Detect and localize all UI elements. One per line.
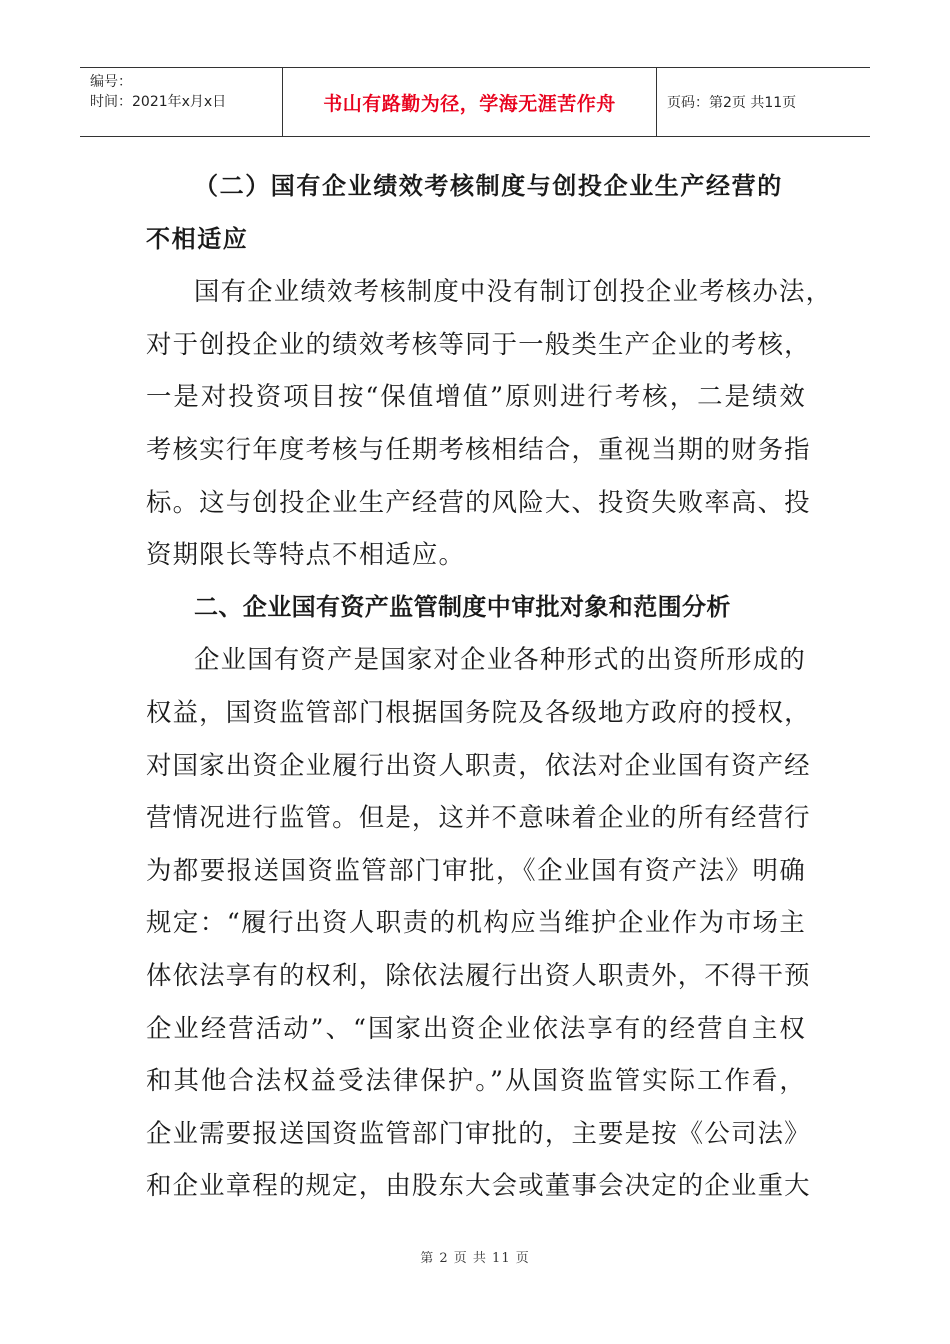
page-header (80, 67, 870, 137)
subsection-heading-line-1: （二）国有企业绩效考核制度与创投企业生产经营的 (194, 172, 783, 200)
section-heading: 二、企业国有资产监管制度中审批对象和范围分析 (194, 592, 731, 621)
paragraph-line: 和企业章程的规定，由股东大会或董事会决定的企业重大 (146, 1170, 811, 1201)
paragraph-line: 和其他合法权益受法律保护。”从国资监管实际工作看， (146, 1065, 806, 1096)
document-date: 时间：2021年x月x日 (90, 94, 227, 110)
paragraph-line: 企业经营活动”、“国家出资企业依法享有的经营自主权 (146, 1012, 806, 1043)
document-code-label: 编号： (90, 74, 132, 90)
paragraph-line: 体依法享有的权利，除依法履行出资人职责外，不得干预 (146, 959, 811, 990)
paragraph-line: 企业国有资产是国家对企业各种形式的出资所形成的 (194, 644, 806, 675)
header-page-info: 页码：第2页 共11页 (667, 95, 797, 111)
paragraph-line: 营情况进行监管。但是，这并不意味着企业的所有经营行 (146, 802, 811, 833)
paragraph-line: 国有企业绩效考核制度中没有制订创投企业考核办法， (194, 276, 833, 307)
header-meta (80, 68, 282, 136)
paragraph-line: 权益，国资监管部门根据国务院及各级地方政府的授权， (146, 696, 811, 727)
paragraph-line: 资期限长等特点不相适应。 (146, 539, 466, 570)
document-body (146, 160, 833, 1212)
paragraph-line: 考核实行年度考核与任期考核相结合，重视当期的财务指 (146, 433, 811, 464)
paragraph-line: 为都要报送国资监管部门审批，《企业国有资产法》明确 (146, 854, 806, 885)
header-motto: 书山有路勤为径，学海无涯苦作舟 (282, 68, 657, 136)
paragraph-line: 对国家出资企业履行出资人职责，依法对企业国有资产经 (146, 749, 811, 780)
paragraph-line: 标。这与创投企业生产经营的风险大、投资失败率高、投 (146, 486, 811, 517)
paragraph-line: 企业需要报送国资监管部门审批的，主要是按《公司法》 (146, 1117, 811, 1148)
subsection-heading-line-2: 不相适应 (146, 224, 249, 253)
paragraph-line: 对于创投企业的绩效考核等同于一般类生产企业的考核， (146, 328, 811, 359)
page-footer: 第 2 页 共 11 页 (420, 1251, 530, 1266)
paragraph-line: 规定：“履行出资人职责的机构应当维护企业作为市场主 (146, 907, 806, 938)
paragraph-line: 一是对投资项目按“保值增值”原则进行考核，二是绩效 (146, 381, 806, 412)
